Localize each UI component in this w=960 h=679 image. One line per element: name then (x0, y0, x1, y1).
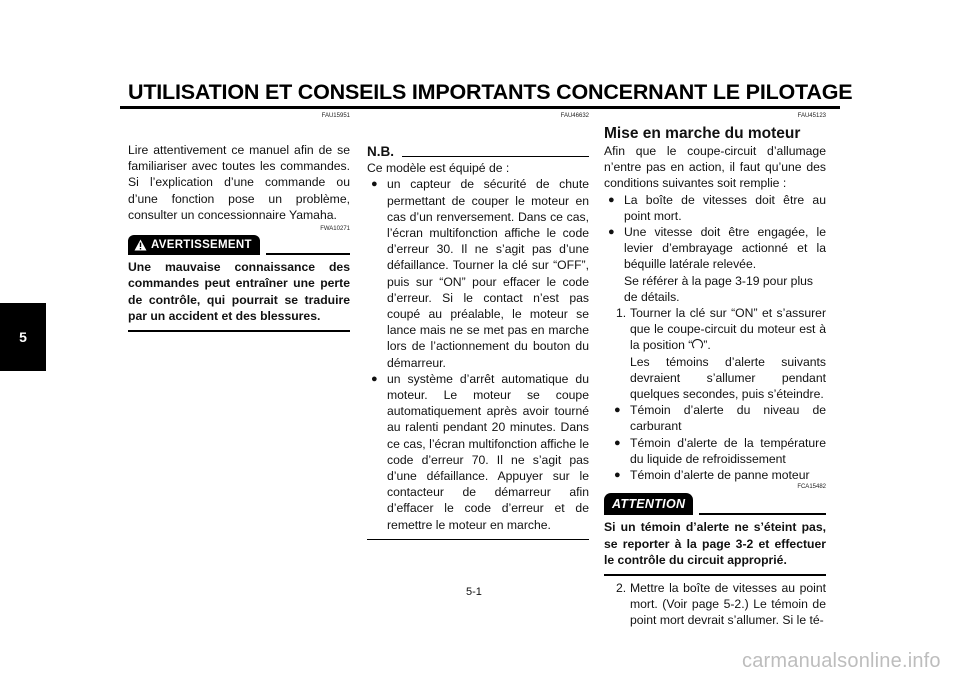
list-item-text: Témoin d’alerte de panne moteur (630, 468, 810, 483)
list-item (604, 224, 826, 273)
list-item (367, 176, 589, 370)
nb-intro: Ce modèle est équipé de : (367, 161, 510, 176)
step-text: Mettre la boîte de vitesses au point mort. (Voir page 5-2.) Le témoin de point mort devrait s’allumer. Si le té- (630, 580, 826, 627)
column-middle (367, 112, 589, 540)
bullet-icon: ● (614, 469, 621, 482)
header-rule (120, 106, 840, 109)
list-item-text: Une vitesse doit être engagée, le levier d’embrayage actionné et la béquille latérale relevée. (624, 225, 826, 272)
warning-label: AVERTISSEMENT (151, 239, 252, 252)
column-left (128, 112, 350, 332)
warning-bottom-rule (128, 330, 350, 332)
bullet-icon: ● (614, 404, 621, 417)
page-title: UTILISATION ET CONSEILS IMPORTANTS CONCERNANT LE PILOTAGE (128, 80, 853, 104)
list-item (604, 192, 826, 224)
list-item (604, 435, 826, 467)
list-item (604, 467, 826, 483)
step-number: 1. (616, 306, 627, 321)
page-number: 5-1 (466, 586, 482, 598)
nb-rule (402, 156, 589, 157)
step-text: Tourner la clé sur “ON” et s’assurer que le coupe-circuit du moteur est à la position “ (630, 306, 826, 353)
ref-code: FAU45123 (797, 113, 826, 119)
watermark: carmanualsonline.info (742, 650, 941, 672)
see-page-note: Se référer à la page 3-19 pour plus de détails. (624, 273, 814, 304)
list-item (367, 371, 589, 533)
warning-rule (266, 253, 350, 255)
list-item-text: un capteur de sécurité de chute permettant de couper le moteur en cas d’un renversement. Dans ce cas, l’écran multifonction affiche le code d’erreur 30. Il ne s’agit pas d’une défaillance. Tourner la clé sur “OFF”, puis sur “ON” pour effacer le code d’erreur. Si le contact n’est pas coupé au préalable, le moteur se lance mais ne se met pas en marche lors de l’actionnement du bouton du démarreur. (387, 177, 589, 370)
step-number: 2. (616, 580, 627, 595)
engine-stop-switch-icon (692, 339, 703, 350)
ref-code: FAU46632 (560, 113, 589, 119)
step-2 (604, 580, 826, 629)
bullet-icon: ● (614, 436, 621, 449)
list-item-text: Témoin d’alerte de la température du liquide de refroidissement (630, 435, 826, 466)
step-1 (604, 305, 826, 354)
caution-bottom-rule (604, 574, 826, 576)
list-item (604, 402, 826, 434)
bullet-icon: ● (371, 372, 378, 385)
intro-paragraph: Lire attentivement ce manuel afin de se familiariser avec toutes les commandes. Si l’explication d’une commande ou d’une fonction pose un problème, consulter un concessionnaire Yamaha. (128, 143, 350, 222)
section-title: Mise en marche du moteur (604, 125, 801, 142)
list-item-text: La boîte de vitesses doit être au point mort. (624, 192, 826, 223)
section-intro: Afin que le coupe-circuit d’allumage n’entre pas en action, il faut qu’une des conditions suivantes soit remplie : (604, 144, 826, 191)
warning-triangle-icon (134, 239, 147, 251)
nb-bottom-rule (367, 539, 589, 540)
list-item-text: Témoin d’alerte du niveau de carburant (630, 403, 826, 434)
ref-code: FCA15482 (797, 484, 826, 491)
nb-header (367, 144, 589, 160)
bullet-icon: ● (608, 226, 615, 239)
bullet-icon: ● (371, 178, 378, 191)
caution-rule (699, 513, 826, 515)
step-text-end: ”. (703, 338, 711, 353)
column-right (604, 112, 826, 628)
warning-header (128, 235, 350, 255)
chapter-tab: 5 (0, 303, 46, 371)
warning-text: Une mauvaise connaissance des commandes peut entraîner une perte de contrôle, qui pourrait se traduire par un accident et des blessures. (128, 260, 350, 323)
caution-label: ATTENTION (604, 493, 693, 515)
step-1-detail: Les témoins d’alerte suivants devraient s’allumer pendant quelques secondes, puis s’éteindre. (630, 354, 826, 402)
caution-text: Si un témoin d’alerte ne s’éteint pas, se reporter à la page 3-2 et effectuer le contrôle du circuit approprié. (604, 520, 826, 567)
caution-header (604, 493, 826, 515)
bullet-icon: ● (608, 193, 615, 206)
warning-badge (128, 235, 260, 255)
ref-code: FWA10271 (320, 226, 350, 233)
list-item-text: un système d’arrêt automatique du moteur. Le moteur se coupe automatiquement après avoir tourné au ralenti pendant 20 minutes. Dans ce cas, l’écran multifonction affiche le code d’erreur 70. Il ne s’agit pas d’une défaillance. Appuyer sur le contacteur de démarreur afin d’effacer le code d’erreur et de remettre le moteur en marche. (387, 371, 589, 532)
nb-label: N.B. (367, 144, 394, 159)
ref-code: FAU15951 (321, 113, 350, 119)
